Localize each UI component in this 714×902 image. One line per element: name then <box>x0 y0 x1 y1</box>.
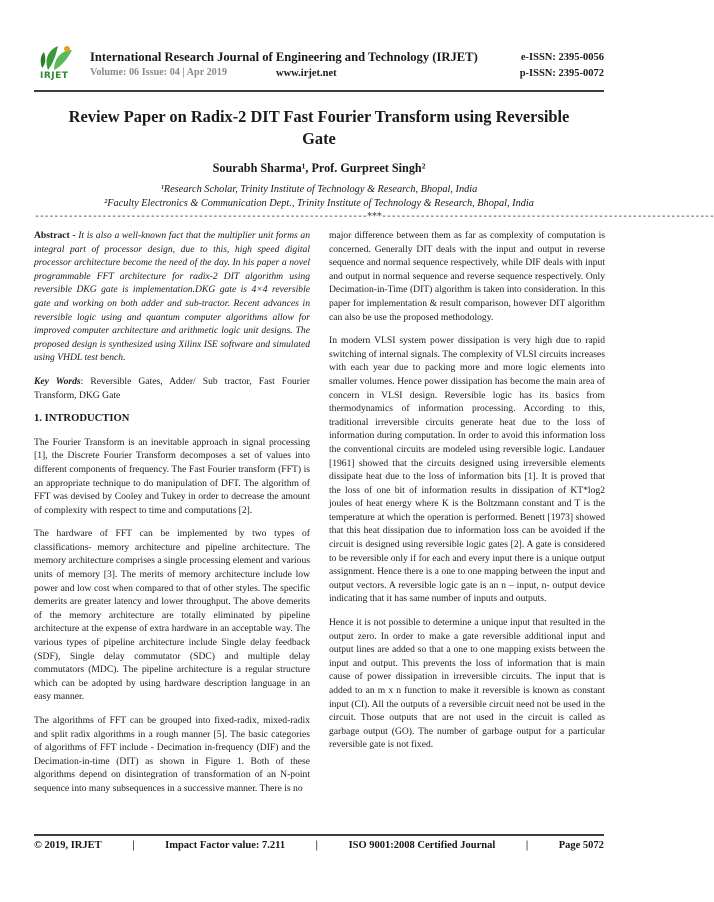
footer-iso: ISO 9001:2008 Certified Journal <box>348 840 496 851</box>
journal-header <box>34 42 604 90</box>
footer-separator: | <box>132 840 135 851</box>
footer-copyright: © 2019, IRJET <box>34 840 102 851</box>
footer-separator: | <box>525 840 529 851</box>
footer-page-number: Page 5072 <box>558 840 604 851</box>
keywords <box>34 375 310 402</box>
logo-text: IRJET <box>40 71 69 81</box>
keywords-label: Key Words <box>34 375 81 387</box>
keywords-text: : Reversible Gates, Adder/ Sub tractor, Fast Fourier Transform, DKG Gate <box>34 375 310 401</box>
abstract-label: Abstract - <box>34 230 76 241</box>
footer-separator: | <box>315 840 318 851</box>
paper-authors: Sourabh Sharma¹, Prof. Gurpreet Singh² <box>212 161 426 175</box>
website-link[interactable]: www.irjet.net <box>276 68 337 79</box>
intro-paragraph-1: The Fourier Transform is an inevitable approach in signal processing [1], the Discrete Fourier Transform decomposes a set of values into different components of frequency. The Fast Fourier transform (FFT) is an appropriate technique to do manipulation of DFT. The algorithm of FFT was devised by Cooley and Tukey in order to decrease the amount of complexity with respect to time and computations [2]. <box>34 436 310 516</box>
journal-title: International Research Journal of Engineering and Technology (IRJET) <box>90 50 478 64</box>
pissn: p-ISSN: 2395-0072 <box>519 68 604 79</box>
left-column <box>34 229 310 806</box>
footer-rule <box>34 834 604 836</box>
paper-title: Review Paper on Radix-2 DIT Fast Fourier Transform using Reversible Gate <box>68 107 570 148</box>
intro-paragraph-4: major difference between them as far as complexity of computation is concerned. Generally DIT deals with the input and output in reverse sequence and normal sequence respectively, while DIF deals with input and output in normal sequence and reverse sequence respectively. Only Decimation-in-Time (DIT) algorithm is taken into consideration. In this paper for implementation & result comparison, however DIT algorithm can also be use the proposed methodology. <box>329 230 605 323</box>
affiliation-1: ¹Research Scholar, Trinity Institute of Technology & Research, Bhopal, India <box>160 184 478 195</box>
header-rule <box>34 90 604 92</box>
affiliation-2: ²Faculty Electronics & Communication Dept., Trinity Institute of Technology & Research, Bhopal, India <box>104 198 534 209</box>
abstract <box>34 229 310 365</box>
intro-paragraph-6: Hence it is not possible to determine a unique input that resulted in the output zero. In order to make a gate reversible additional input and output lines are added so that a one to one mapping exists between the input and output. This prevents the loss of information that is main cause of power dissipation in irreversible circuits. The input that is added to an m x n function to make it reversible is known as constant input (CI). All the outputs of a reversible circuit need not be used in the circuit. Those outputs that are not used in the circuit is called as garbage output (GO). The number of garbage output for a particular reversible gate is not fixed. <box>329 617 605 751</box>
right-column <box>329 229 605 762</box>
footer-impact-factor: Impact Factor value: 7.211 <box>165 840 286 851</box>
intro-paragraph-2: The hardware of FFT can be implemented by two types of classifications- memory architecture and pipeline architecture. The memory architecture comprises a single processing element and various units of memory [3]. The merits of memory architecture include low power and low cost when compared to that of other styles. The specific demerits are greater latency and lower throughput. The above demerits of the memory architecture are totally eliminated by pipeline architecture at the expense of extra hardware in an acceptable way. The various types of pipeline architecture include Single delay feedback (SDF), Single delay commutator (SDC) and multiple delay commutators (MDC). The pipeline architecture is a regular structure which can be adopted by using hardware description language in an easy manner. <box>34 528 310 703</box>
intro-paragraph-5: In modern VLSI system power dissipation is very high due to rapid switching of internal signals. The complexity of VLSI circuits increases with each year due to packing more and more logic elements into smaller volumes. Hence power dissipation has become the main area of concern in VLSI design. Reversible logic has its basics from thermodynamics of information processing. According to this, traditional irreversible circuits generate heat due to the loss of information during computation. In order to avoid this information loss the conventional circuits are modeled using reversible logic. Landauer [1961] showed that the circuits designed using irreversible elements dissipate heat due to the loss of information bits [1]. It is proved that the loss of one bit of information results in dissipation of KT*log2 joules of heat energy where K is the Boltzmann constant and T is the temperature at which the operation is performed. Benett [1973] showed that this heat dissipation due to information loss can be avoided if the circuit is designed using reversible logic gates [2]. A gate is considered to be reversible only if for each and every input there is a unique output assignment. Hence there is a one to one mapping between the input and output vectors. A reversible logic gate is an n – input, n- output device indicating that it has same number of inputs and outputs. <box>329 335 605 605</box>
page-footer <box>34 840 604 851</box>
volume-issue: Volume: 06 Issue: 04 | Apr 2019 <box>90 67 227 78</box>
abstract-text: It is also a well-known fact that the multiplier unit forms an integral part of processor design, due to this, high speed digital processor architecture become the need of the day. In his paper a novel programmable FFT architecture for radix-2 DIT algorithm using reversible DKG gate is implementation.DKG gate is 4×4 reversible gate and working on both adder and sub-tractor. Recent advances in reversible logic using and quantum computer algorithms allow for improved computer architecture and arithmetic logic unit designs. The proposed design is synthesized using Xilinx ISE software and simulated using VHDL test bench. <box>34 230 311 364</box>
eissn: e-ISSN: 2395-0056 <box>520 52 604 63</box>
section-heading-introduction: 1. INTRODUCTION <box>34 413 130 425</box>
intro-paragraph-3: The algorithms of FFT can be grouped into fixed-radix, mixed-radix and split radix algorithms in a rough manner [5]. The basic categories of algorithms of FFT include - Decimation in-frequency (DIF) and the Decimation-in-time (DIT) as shown in Figure 1. Both of these algorithms depend on disintegration of transformation of an N-point sequence into many subsequences in a successive manner. There is no <box>34 715 310 794</box>
section-divider: ---------------------------------------------------------------------***--------------------------------------------------------------------- <box>34 211 714 222</box>
